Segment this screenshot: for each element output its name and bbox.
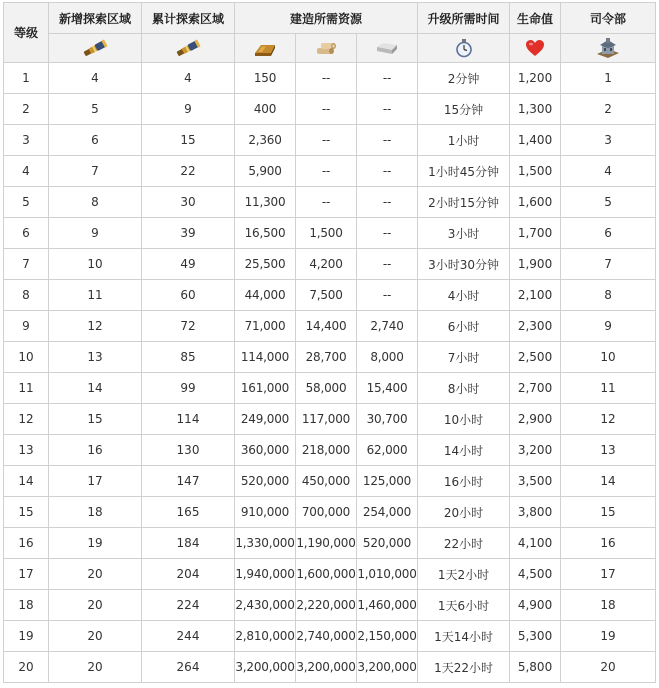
total-explore-cell: 22 (142, 156, 235, 187)
level-cell: 2 (4, 94, 49, 125)
level-cell: 5 (4, 187, 49, 218)
command-level-cell: 19 (561, 621, 656, 652)
stopwatch-icon (454, 38, 474, 58)
hp-cell: 4,100 (510, 528, 561, 559)
table-row (4, 280, 656, 311)
upgrade-time-cell: 3小时 (418, 218, 510, 249)
wood-cost-cell: -- (296, 125, 357, 156)
total-explore-cell: 130 (142, 435, 235, 466)
new-explore-cell: 9 (49, 218, 142, 249)
upgrade-time-cell: 1天6小时 (418, 590, 510, 621)
header-hp: 生命值 (510, 3, 561, 34)
gold-cost-cell: 2,430,000 (235, 590, 296, 621)
hp-cell: 1,900 (510, 249, 561, 280)
gold-cost-cell: 360,000 (235, 435, 296, 466)
level-cell: 20 (4, 652, 49, 683)
stone-cost-cell: 8,000 (357, 342, 418, 373)
command-level-cell: 8 (561, 280, 656, 311)
total-explore-cell: 49 (142, 249, 235, 280)
level-cell: 3 (4, 125, 49, 156)
upgrade-time-cell: 16小时 (418, 466, 510, 497)
gold-cost-cell: 16,500 (235, 218, 296, 249)
command-level-cell: 13 (561, 435, 656, 466)
gold-cost-cell: 1,330,000 (235, 528, 296, 559)
new-explore-cell: 8 (49, 187, 142, 218)
table-body (4, 63, 656, 683)
gold-bar-icon (253, 39, 277, 57)
gold-cost-cell: 400 (235, 94, 296, 125)
upgrade-time-cell: 1天2小时 (418, 559, 510, 590)
level-cell: 19 (4, 621, 49, 652)
new-explore-cell: 20 (49, 559, 142, 590)
table-row (4, 435, 656, 466)
gold-cost-cell: 2,360 (235, 125, 296, 156)
hp-cell: 2,300 (510, 311, 561, 342)
level-cell: 1 (4, 63, 49, 94)
hp-cell: 3,800 (510, 497, 561, 528)
header-upgrade-time: 升级所需时间 (418, 3, 510, 34)
command-level-cell: 14 (561, 466, 656, 497)
table-row (4, 559, 656, 590)
stone-cost-cell: 520,000 (357, 528, 418, 559)
hp-cell: 1,700 (510, 218, 561, 249)
total-explore-cell: 30 (142, 187, 235, 218)
upgrade-time-cell: 1小时 (418, 125, 510, 156)
gold-cost-cell: 25,500 (235, 249, 296, 280)
level-cell: 9 (4, 311, 49, 342)
upgrade-time-cell: 2分钟 (418, 63, 510, 94)
gold-cost-cell: 520,000 (235, 466, 296, 497)
wood-cost-cell: 14,400 (296, 311, 357, 342)
heart-icon (525, 39, 545, 57)
upgrade-time-cell: 1天14小时 (418, 621, 510, 652)
upgrade-time-cell: 1小时45分钟 (418, 156, 510, 187)
new-explore-cell: 13 (49, 342, 142, 373)
command-level-cell: 15 (561, 497, 656, 528)
stone-cost-cell: -- (357, 125, 418, 156)
stone-icon (375, 39, 399, 57)
new-explore-cell: 16 (49, 435, 142, 466)
wood-cost-cell: 218,000 (296, 435, 357, 466)
table-row (4, 590, 656, 621)
upgrade-time-cell: 14小时 (418, 435, 510, 466)
hp-cell: 1,500 (510, 156, 561, 187)
new-explore-cell: 10 (49, 249, 142, 280)
stone-cost-cell: 3,200,000 (357, 652, 418, 683)
command-level-cell: 12 (561, 404, 656, 435)
upgrade-time-cell: 7小时 (418, 342, 510, 373)
wood-cost-cell: 58,000 (296, 373, 357, 404)
command-level-cell: 7 (561, 249, 656, 280)
level-cell: 17 (4, 559, 49, 590)
new-explore-cell: 12 (49, 311, 142, 342)
telescope-icon (173, 38, 203, 58)
hp-cell: 1,400 (510, 125, 561, 156)
wood-cost-cell: -- (296, 63, 357, 94)
wood-cost-cell: 450,000 (296, 466, 357, 497)
upgrade-time-cell: 2小时15分钟 (418, 187, 510, 218)
wood-cost-cell: -- (296, 187, 357, 218)
total-explore-cell: 224 (142, 590, 235, 621)
command-level-cell: 18 (561, 590, 656, 621)
wood-cost-cell: 1,600,000 (296, 559, 357, 590)
wood-cost-cell: 2,740,000 (296, 621, 357, 652)
wood-cost-cell: 1,500 (296, 218, 357, 249)
table-row (4, 187, 656, 218)
total-explore-cell: 147 (142, 466, 235, 497)
stone-cost-cell: -- (357, 280, 418, 311)
wood-cost-cell: 3,200,000 (296, 652, 357, 683)
command-level-cell: 5 (561, 187, 656, 218)
new-explore-cell: 15 (49, 404, 142, 435)
stone-cost-cell: 15,400 (357, 373, 418, 404)
total-explore-cell: 39 (142, 218, 235, 249)
table-row (4, 125, 656, 156)
command-level-cell: 4 (561, 156, 656, 187)
new-explore-cell: 14 (49, 373, 142, 404)
command-level-cell: 3 (561, 125, 656, 156)
total-explore-cell: 15 (142, 125, 235, 156)
command-level-cell: 10 (561, 342, 656, 373)
wood-cost-cell: 117,000 (296, 404, 357, 435)
gold-cost-cell: 114,000 (235, 342, 296, 373)
hp-cell: 5,800 (510, 652, 561, 683)
upgrade-time-cell: 22小时 (418, 528, 510, 559)
table-row (4, 497, 656, 528)
stone-cost-cell: 30,700 (357, 404, 418, 435)
wood-cost-cell: 4,200 (296, 249, 357, 280)
stone-cost-cell: 62,000 (357, 435, 418, 466)
stone-cost-cell: 2,740 (357, 311, 418, 342)
level-cell: 8 (4, 280, 49, 311)
stone-cost-cell: -- (357, 94, 418, 125)
level-cell: 10 (4, 342, 49, 373)
stone-cost-cell: -- (357, 187, 418, 218)
gold-cost-cell: 161,000 (235, 373, 296, 404)
upgrade-time-cell: 1天22小时 (418, 652, 510, 683)
level-cell: 13 (4, 435, 49, 466)
level-cell: 7 (4, 249, 49, 280)
table-row (4, 621, 656, 652)
hp-cell: 3,500 (510, 466, 561, 497)
wood-cost-cell: 28,700 (296, 342, 357, 373)
upgrade-time-cell: 20小时 (418, 497, 510, 528)
upgrade-time-cell: 6小时 (418, 311, 510, 342)
stone-cost-cell: -- (357, 63, 418, 94)
new-explore-cell: 20 (49, 590, 142, 621)
total-explore-cell: 114 (142, 404, 235, 435)
total-explore-cell: 85 (142, 342, 235, 373)
upgrade-time-cell: 15分钟 (418, 94, 510, 125)
total-explore-cell: 244 (142, 621, 235, 652)
stone-cost-cell: -- (357, 218, 418, 249)
table-row (4, 156, 656, 187)
table-row (4, 528, 656, 559)
table-row (4, 466, 656, 497)
new-explore-cell: 6 (49, 125, 142, 156)
command-level-cell: 1 (561, 63, 656, 94)
hp-cell: 2,500 (510, 342, 561, 373)
stone-cost-cell: 254,000 (357, 497, 418, 528)
stone-cost-cell: -- (357, 156, 418, 187)
table-row (4, 63, 656, 94)
total-explore-cell: 99 (142, 373, 235, 404)
stone-cost-cell: 1,460,000 (357, 590, 418, 621)
telescope-icon (80, 38, 110, 58)
upgrade-time-cell: 3小时30分钟 (418, 249, 510, 280)
hp-cell: 4,900 (510, 590, 561, 621)
total-explore-cell: 9 (142, 94, 235, 125)
table-row (4, 342, 656, 373)
gold-cost-cell: 11,300 (235, 187, 296, 218)
total-explore-cell: 60 (142, 280, 235, 311)
new-explore-cell: 18 (49, 497, 142, 528)
gold-cost-cell: 910,000 (235, 497, 296, 528)
stone-cost-cell: 1,010,000 (357, 559, 418, 590)
gold-cost-cell: 249,000 (235, 404, 296, 435)
hp-cell: 2,900 (510, 404, 561, 435)
gold-cost-cell: 2,810,000 (235, 621, 296, 652)
wood-cost-cell: -- (296, 156, 357, 187)
command-level-cell: 9 (561, 311, 656, 342)
hp-cell: 5,300 (510, 621, 561, 652)
level-cell: 12 (4, 404, 49, 435)
level-cell: 15 (4, 497, 49, 528)
table-row (4, 311, 656, 342)
level-cell: 6 (4, 218, 49, 249)
new-explore-cell: 5 (49, 94, 142, 125)
level-cell: 11 (4, 373, 49, 404)
wood-icon (314, 39, 338, 57)
hp-cell: 1,300 (510, 94, 561, 125)
wood-cost-cell: 700,000 (296, 497, 357, 528)
stone-cost-cell: 125,000 (357, 466, 418, 497)
new-explore-cell: 19 (49, 528, 142, 559)
command-level-cell: 6 (561, 218, 656, 249)
level-cell: 4 (4, 156, 49, 187)
total-explore-cell: 184 (142, 528, 235, 559)
gold-cost-cell: 1,940,000 (235, 559, 296, 590)
header-icon-row (4, 34, 656, 63)
level-cell: 18 (4, 590, 49, 621)
upgrade-time-cell: 10小时 (418, 404, 510, 435)
table-row (4, 218, 656, 249)
gold-cost-cell: 5,900 (235, 156, 296, 187)
new-explore-cell: 4 (49, 63, 142, 94)
new-explore-cell: 17 (49, 466, 142, 497)
upgrade-time-cell: 8小时 (418, 373, 510, 404)
hp-cell: 4,500 (510, 559, 561, 590)
wood-cost-cell: 2,220,000 (296, 590, 357, 621)
table-row (4, 652, 656, 683)
wood-cost-cell: -- (296, 94, 357, 125)
hp-cell: 2,100 (510, 280, 561, 311)
header-total-explore: 累计探索区域 (142, 3, 235, 34)
hp-cell: 1,600 (510, 187, 561, 218)
command-level-cell: 11 (561, 373, 656, 404)
header-command: 司令部 (561, 3, 656, 34)
stone-cost-cell: 2,150,000 (357, 621, 418, 652)
table-row (4, 94, 656, 125)
building-upgrade-table (3, 2, 656, 683)
total-explore-cell: 72 (142, 311, 235, 342)
new-explore-cell: 20 (49, 621, 142, 652)
upgrade-time-cell: 4小时 (418, 280, 510, 311)
stone-cost-cell: -- (357, 249, 418, 280)
wood-cost-cell: 1,190,000 (296, 528, 357, 559)
level-cell: 16 (4, 528, 49, 559)
headquarters-icon (595, 37, 621, 59)
header-level: 等级 (4, 3, 49, 63)
header-row (4, 3, 656, 34)
table-row (4, 373, 656, 404)
total-explore-cell: 165 (142, 497, 235, 528)
total-explore-cell: 204 (142, 559, 235, 590)
command-level-cell: 17 (561, 559, 656, 590)
wood-cost-cell: 7,500 (296, 280, 357, 311)
gold-cost-cell: 3,200,000 (235, 652, 296, 683)
gold-cost-cell: 71,000 (235, 311, 296, 342)
level-cell: 14 (4, 466, 49, 497)
table-row (4, 404, 656, 435)
command-level-cell: 2 (561, 94, 656, 125)
new-explore-cell: 11 (49, 280, 142, 311)
gold-cost-cell: 150 (235, 63, 296, 94)
header-new-explore: 新增探索区域 (49, 3, 142, 34)
new-explore-cell: 20 (49, 652, 142, 683)
total-explore-cell: 264 (142, 652, 235, 683)
header-build-resources: 建造所需资源 (235, 3, 418, 34)
new-explore-cell: 7 (49, 156, 142, 187)
table-row (4, 249, 656, 280)
command-level-cell: 20 (561, 652, 656, 683)
hp-cell: 2,700 (510, 373, 561, 404)
hp-cell: 1,200 (510, 63, 561, 94)
command-level-cell: 16 (561, 528, 656, 559)
hp-cell: 3,200 (510, 435, 561, 466)
gold-cost-cell: 44,000 (235, 280, 296, 311)
total-explore-cell: 4 (142, 63, 235, 94)
